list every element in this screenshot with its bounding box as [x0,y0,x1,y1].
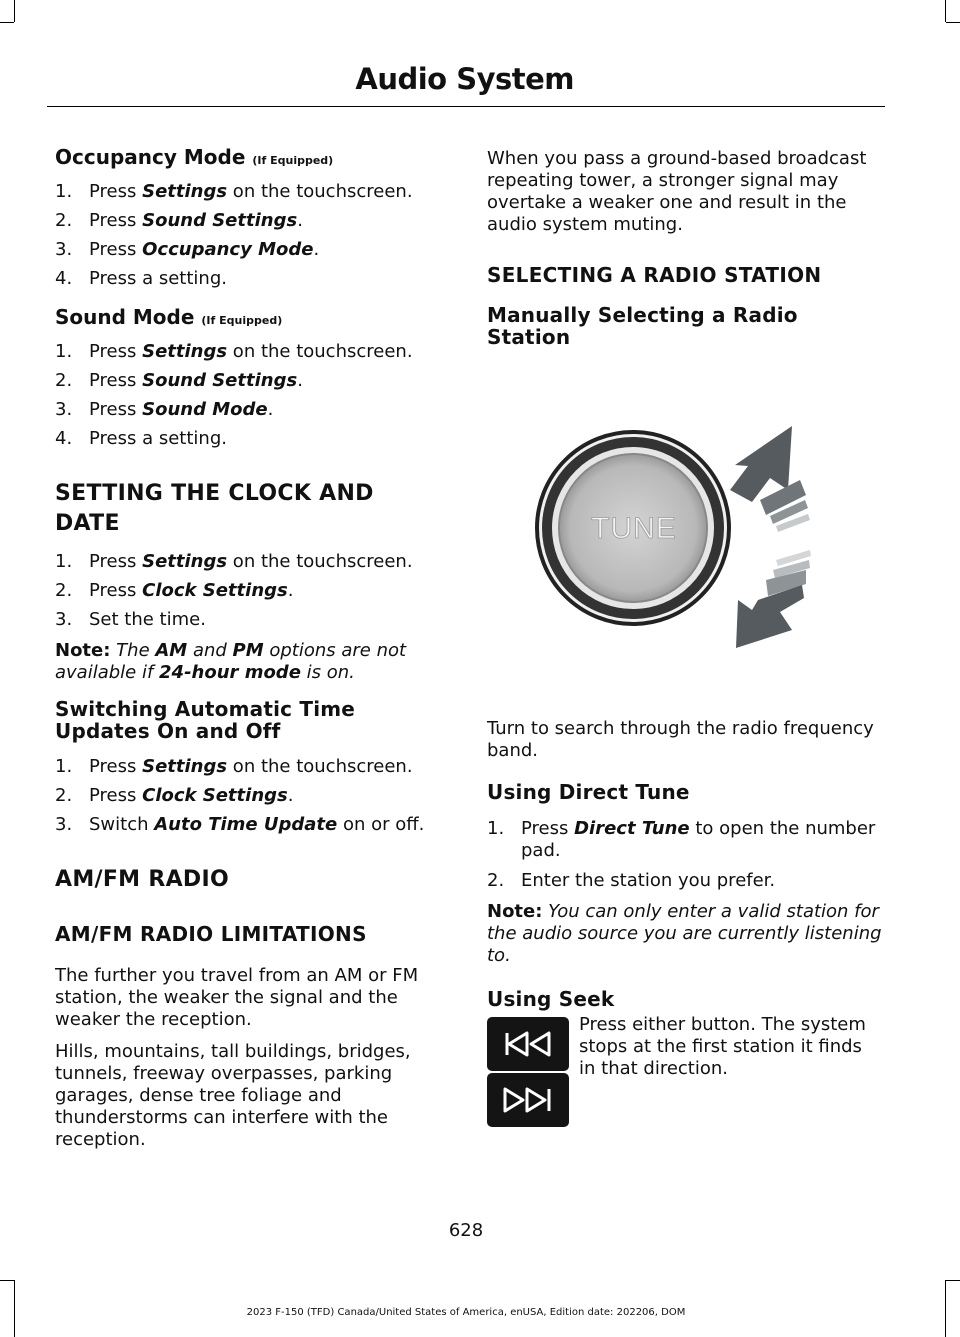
list-item: 3. Press Occupancy Mode. [55,239,320,260]
edition-footer: 2023 F-150 (TFD) Canada/United States of America, enUSA, Edition date: 202206, DOM [246,1307,686,1318]
crop-mark [0,22,14,23]
auto-time-steps [55,756,450,843]
list-item: 3. Switch Auto Time Update on or off. [55,814,425,835]
seek-text: Press either button. The system stops at the first station it finds in that direction. [579,1014,866,1079]
list-item: 1. Press Settings on the touchscreen. [55,181,413,202]
list-item: 1. Press Settings on the touchscreen. [55,341,413,362]
list-item: 2. Press Clock Settings. [55,785,294,806]
list-item: 4. Press a setting. [55,268,227,289]
amfm-paragraph: When you pass a ground-based broadcast repeating tower, a stronger signal may overtake a weaker one and result in the audio system muting. [487,148,867,235]
list-item: 2. Press Sound Settings. [55,370,303,391]
clock-note: Note: The AM and PM options are not available if 24-hour mode is on. [55,640,407,683]
crop-mark [945,1280,946,1337]
left-column [55,145,450,1151]
seek-back-button[interactable] [487,1017,569,1071]
occupancy-steps [55,181,450,297]
right-column-lower [487,718,882,1011]
page-header-title: Audio System [355,62,574,96]
direct-tune-steps [487,818,882,899]
direct-tune-heading: Using Direct Tune [487,780,690,804]
list-item: 3. Press Sound Mode. [55,399,274,420]
knob-label: TUNE [591,512,677,545]
list-item: 1. Press Settings on the touchscreen. [55,756,413,777]
list-item: 2. Press Sound Settings. [55,210,303,231]
crop-mark [945,0,946,22]
crop-mark [946,1280,960,1281]
list-item: 2. Enter the station you prefer. [487,870,776,891]
seek-heading: Using Seek [487,987,615,1011]
auto-time-heading: Switching Automatic Time Updates On and Off [55,697,356,743]
if-equipped-label: (If Equipped) [201,314,283,327]
crop-mark [0,1280,14,1281]
amfm-limitations-heading: AM/FM RADIO LIMITATIONS [55,922,367,946]
tune-knob-illustration [530,420,830,660]
crop-mark [14,0,15,22]
list-item: 2. Press Clock Settings. [55,580,294,601]
right-column [487,148,882,348]
amfm-paragraph: Hills, mountains, tall buildings, bridges, tunnels, freeway overpasses, parking garages, dense tree foliage and thunderstorms can interfere with the reception. [55,1041,411,1150]
list-item: 3. Set the time. [55,609,206,630]
crop-mark [946,22,960,23]
if-equipped-label: (If Equipped) [252,154,334,167]
occupancy-mode-heading: Occupancy Mode (If Equipped) [55,145,334,169]
amfm-paragraph: The further you travel from an AM or FM station, the weaker the signal and the weaker the reception. [55,965,419,1030]
selecting-station-heading: SELECTING A RADIO STATION [487,263,822,287]
list-item: 1. Press Direct Tune to open the number pad. [487,818,876,861]
seek-forward-button[interactable] [487,1073,569,1127]
list-item: 1. Press Settings on the touchscreen. [55,551,413,572]
page-number: 628 [448,1220,484,1241]
header-rule [47,106,885,107]
seek-back-icon [487,1017,569,1071]
manual-select-heading: Manually Selecting a Radio Station [487,303,798,349]
direct-tune-note: Note: You can only enter a valid station for the audio source you are currently listening to. [487,901,882,966]
clock-steps [55,551,450,638]
manual-select-text: Turn to search through the radio frequency band. [487,718,874,761]
seek-forward-icon [487,1073,569,1127]
sound-mode-steps [55,341,450,457]
sound-mode-heading: Sound Mode (If Equipped) [55,305,283,329]
amfm-heading: AM/FM RADIO [55,867,229,892]
clock-section-heading: SETTING THE CLOCK AND DATE [55,481,374,536]
list-item: 4. Press a setting. [55,428,227,449]
